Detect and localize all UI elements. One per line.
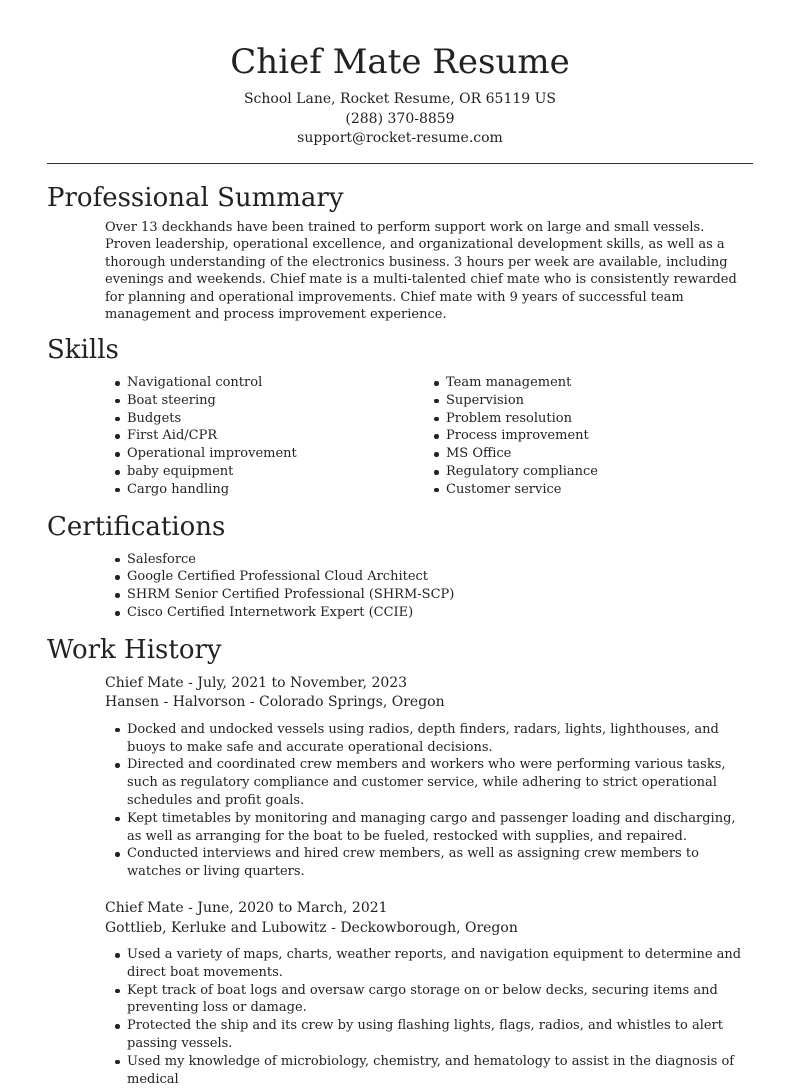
certifications-list <box>47 551 753 622</box>
certification-item: Salesforce <box>47 551 753 569</box>
skills-heading: Skills <box>47 335 119 366</box>
job-duty: Conducted interviews and hired crew members, as well as assigning crew members to watches or living quarters. <box>47 845 753 881</box>
job-separator: - <box>183 674 198 691</box>
skill-item: Process improvement <box>366 427 685 445</box>
job-separator: - <box>326 919 341 936</box>
job-duty: Used a variety of maps, charts, weather reports, and navigation equipment to determine and direct boat movements. <box>47 946 753 982</box>
job-title: Chief Mate <box>105 674 184 691</box>
job-location: Deckowborough, Oregon <box>340 919 518 936</box>
job-duty: Docked and undocked vessels using radios, depth finders, radars, lights, lighthouses, and buoys to make safe and accurate operational decisions. <box>47 721 753 757</box>
job-duty: Kept timetables by monitoring and managing cargo and passenger loading and discharging, as well as arranging for the boat to be fueled, restocked with supplies, and repaired. <box>47 810 753 846</box>
job-duties-list <box>47 946 753 1088</box>
job-duty: Directed and coordinated crew members and workers who were performing various tasks, such as regulatory compliance and customer service, while adhering to strict operational schedules and profit goals. <box>47 756 753 809</box>
job-separator: - <box>245 694 260 711</box>
job-title-line <box>105 899 753 919</box>
job-company: Hansen - Halvorson <box>105 694 246 711</box>
skill-item: Navigational control <box>47 374 366 392</box>
job-title-line <box>105 674 753 694</box>
job-duties-list <box>47 721 753 881</box>
skill-item: Boat steering <box>47 392 366 410</box>
certification-item: Cisco Certified Internetwork Expert (CCIE) <box>47 604 753 622</box>
certifications-heading: Certifications <box>47 511 226 542</box>
summary-text: Over 13 deckhands have been trained to perform support work on large and small vessels. Proven leadership, operational excellence, and organizational development skills, as well as a thorough understanding of the electronics business. 3 hours per week are available, including evenings and weekends. Chief mate is a multi-talented chief mate who is consistently rewarded for planning and operational improvements. Chief mate with 9 years of successful team management and process improvement experience. <box>105 219 737 323</box>
skills-list-left <box>47 374 366 499</box>
resume-page <box>47 0 753 1088</box>
skill-item: Cargo handling <box>47 481 366 499</box>
contact-address: School Lane, Rocket Resume, OR 65119 US <box>243 91 557 107</box>
skill-item: Supervision <box>366 392 685 410</box>
contact-email: support@rocket-resume.com <box>297 130 503 146</box>
job-entry <box>47 674 753 881</box>
job-duty: Kept track of boat logs and oversaw cargo storage on or below decks, securing items and preventing loss or damage. <box>47 982 753 1018</box>
summary-heading: Professional Summary <box>47 182 344 213</box>
skill-item: First Aid/CPR <box>47 427 366 445</box>
resume-title: Chief Mate Resume <box>230 42 570 82</box>
job-dates: July, 2021 to November, 2023 <box>197 674 408 691</box>
contact-phone: (288) 370-8859 <box>345 110 455 127</box>
job-location: Colorado Springs, Oregon <box>259 694 445 711</box>
job-title: Chief Mate <box>105 900 184 916</box>
skill-item: Problem resolution <box>366 410 685 428</box>
skills-list-right <box>366 374 685 499</box>
job-entry <box>47 899 753 1088</box>
skill-item: Customer service <box>366 481 685 499</box>
job-separator: - <box>183 900 198 916</box>
job-company-line <box>105 693 753 713</box>
job-company-line <box>105 919 753 939</box>
skill-item: Team management <box>366 374 685 392</box>
certification-item: Google Certified Professional Cloud Architect <box>47 568 753 586</box>
skills-columns <box>47 374 753 499</box>
skill-item: baby equipment <box>47 463 366 481</box>
job-duty: Used my knowledge of microbiology, chemistry, and hematology to assist in the diagnosis of medical <box>47 1053 753 1088</box>
contact-block <box>47 90 753 149</box>
certification-item: SHRM Senior Certified Professional (SHRM-SCP) <box>47 586 753 604</box>
skill-item: MS Office <box>366 445 685 463</box>
job-duty: Protected the ship and its crew by using flashing lights, flags, radios, and whistles to alert passing vessels. <box>47 1017 753 1053</box>
skill-item: Budgets <box>47 410 366 428</box>
job-dates: June, 2020 to March, 2021 <box>197 900 388 916</box>
skill-item: Regulatory compliance <box>366 463 685 481</box>
work-history-heading: Work History <box>47 634 222 665</box>
header-divider <box>47 163 753 164</box>
job-company: Gottlieb, Kerluke and Lubowitz <box>105 919 327 936</box>
skill-item: Operational improvement <box>47 445 366 463</box>
